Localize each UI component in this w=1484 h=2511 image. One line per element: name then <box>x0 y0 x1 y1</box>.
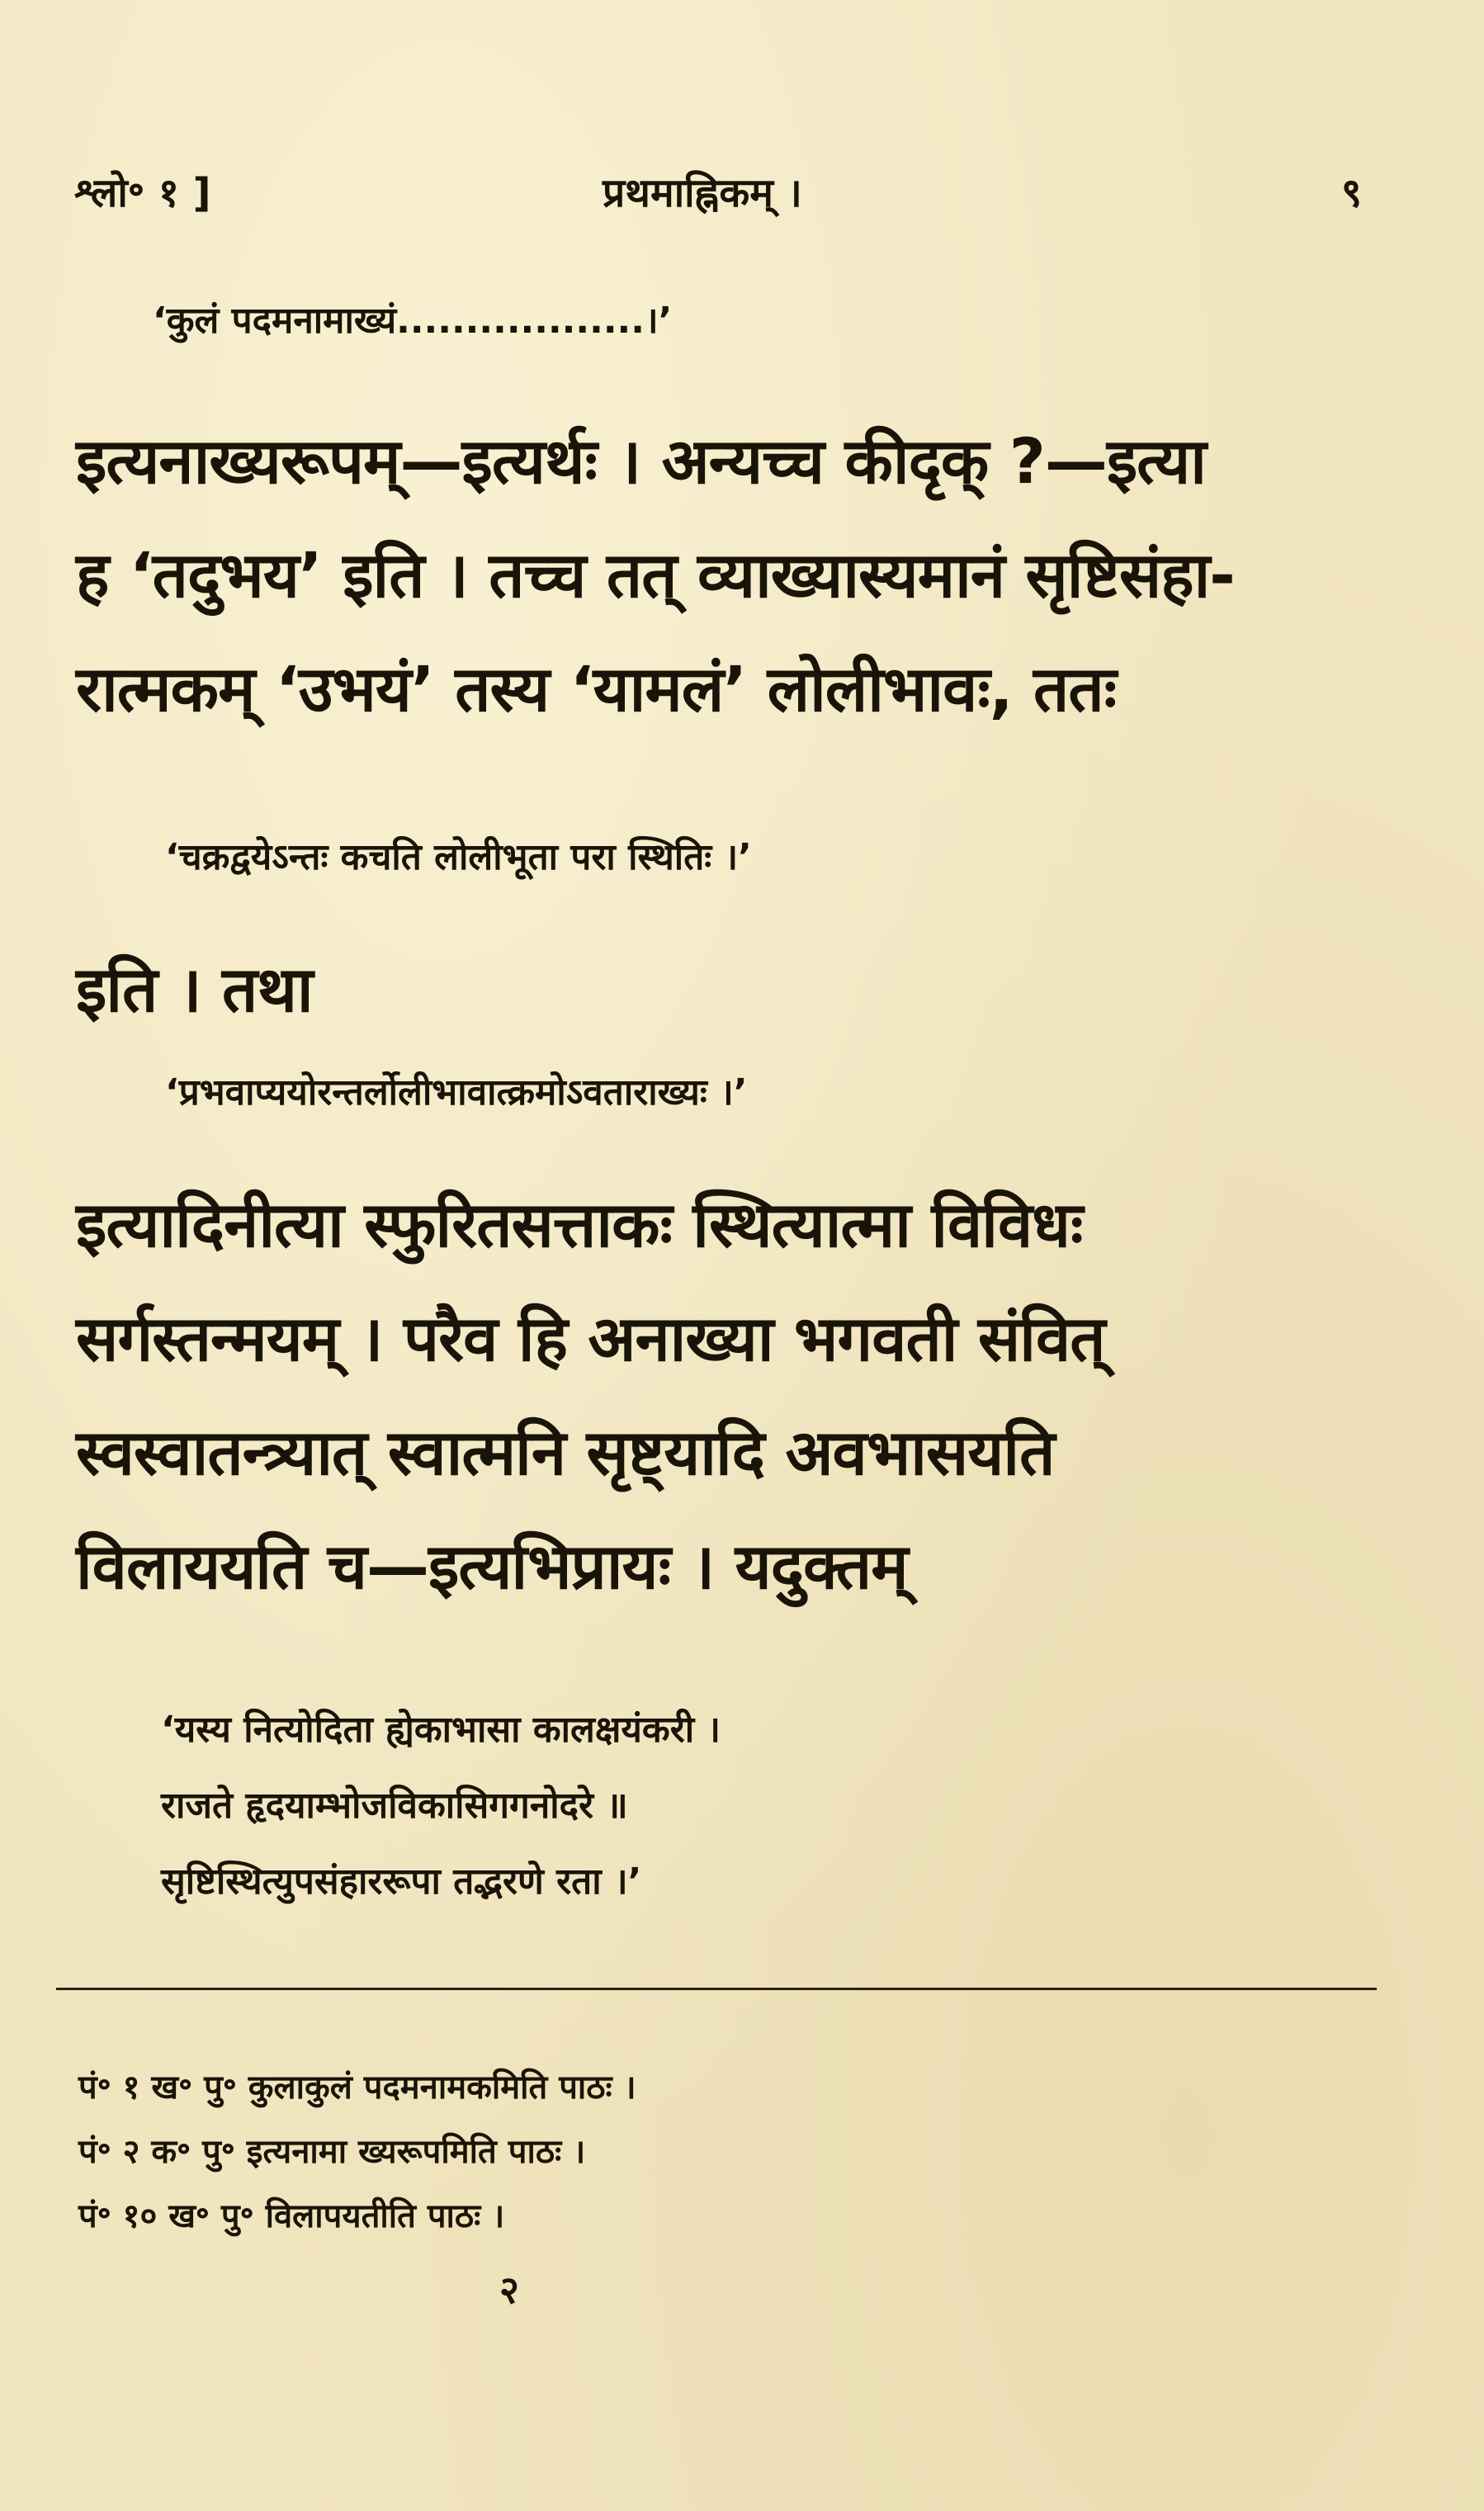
footnote: पं॰ १० ख॰ पु॰ विलापयतीति पाठः । <box>78 2197 505 2235</box>
paragraph-1-line: इत्यनाख्यरूपम्—इत्यर्थः । अन्यच्च कीदृक् ?—इत्या <box>76 424 1206 498</box>
paragraph-1 <box>76 404 1363 746</box>
footnote: पं॰ १ ख॰ पु॰ कुलाकुलं पदमनामकमिति पाठः । <box>78 2069 636 2107</box>
paragraph-1-line: रात्मकम् ‘उभयं’ तस्य ‘यामलं’ लोलीभावः, ततः <box>76 652 1117 726</box>
header-chapter-title: प्रथमाह्निकम् । <box>603 170 802 216</box>
running-header <box>74 165 1362 231</box>
quote-3: ‘प्रभवाप्ययोरन्तर्लोलीभावात्क्रमोऽवताराख्यः ।’ <box>165 1071 748 1114</box>
paragraph-3-line: इत्यादिनीत्या स्फुरितसत्ताकः स्थित्यात्मा विविधः <box>76 1188 1083 1261</box>
paragraph-3-line: सर्गस्तन्मयम् । परैव हि अनाख्या भगवती संवित् <box>76 1302 1105 1375</box>
footnotes <box>78 2055 1316 2249</box>
paragraph-3 <box>76 1168 1363 1624</box>
paragraph-2: इति । तथा <box>76 953 313 1026</box>
paragraph-1-line: ह ‘तदुभय’ इति । तच्च तत् व्याख्यास्यमानं सृष्टिसंहा- <box>76 538 1235 612</box>
header-page-number: ९ <box>1341 170 1362 216</box>
quote-2: ‘चक्रद्वयेऽन्तः कचति लोलीभूता परा स्थितिः ।’ <box>165 836 752 878</box>
quote-1: ‘कुलं पदमनामाख्यं..................।’ <box>153 300 673 342</box>
header-verse-ref: श्लो॰ १ ] <box>74 170 211 216</box>
verse-line: राजते हृदयाम्भोजविकासिगगनोदरे ॥ <box>161 1785 628 1827</box>
paragraph-3-line: विलाययति च—इत्यभिप्रायः । यदुक्तम् <box>76 1530 908 1603</box>
paragraph-3-line: स्वस्वातन्त्र्यात् स्वात्मनि सृष्ट्यादि अवभासयति <box>76 1416 1055 1489</box>
verse-line: ‘यस्य नित्योदिता ह्येकाभासा कालक्षयंकरी । <box>161 1709 721 1751</box>
signature-mark: २ <box>499 2267 519 2312</box>
footnote: पं॰ २ क॰ पु॰ इत्यनामा ख्यरूपमिति पाठः । <box>78 2133 586 2171</box>
footnote-divider <box>56 1988 1377 1990</box>
verse-line: सृष्टिस्थित्युपसंहाररूपा तद्भरणे रता ।’ <box>161 1861 642 1903</box>
verse-quote <box>161 1692 1358 1920</box>
